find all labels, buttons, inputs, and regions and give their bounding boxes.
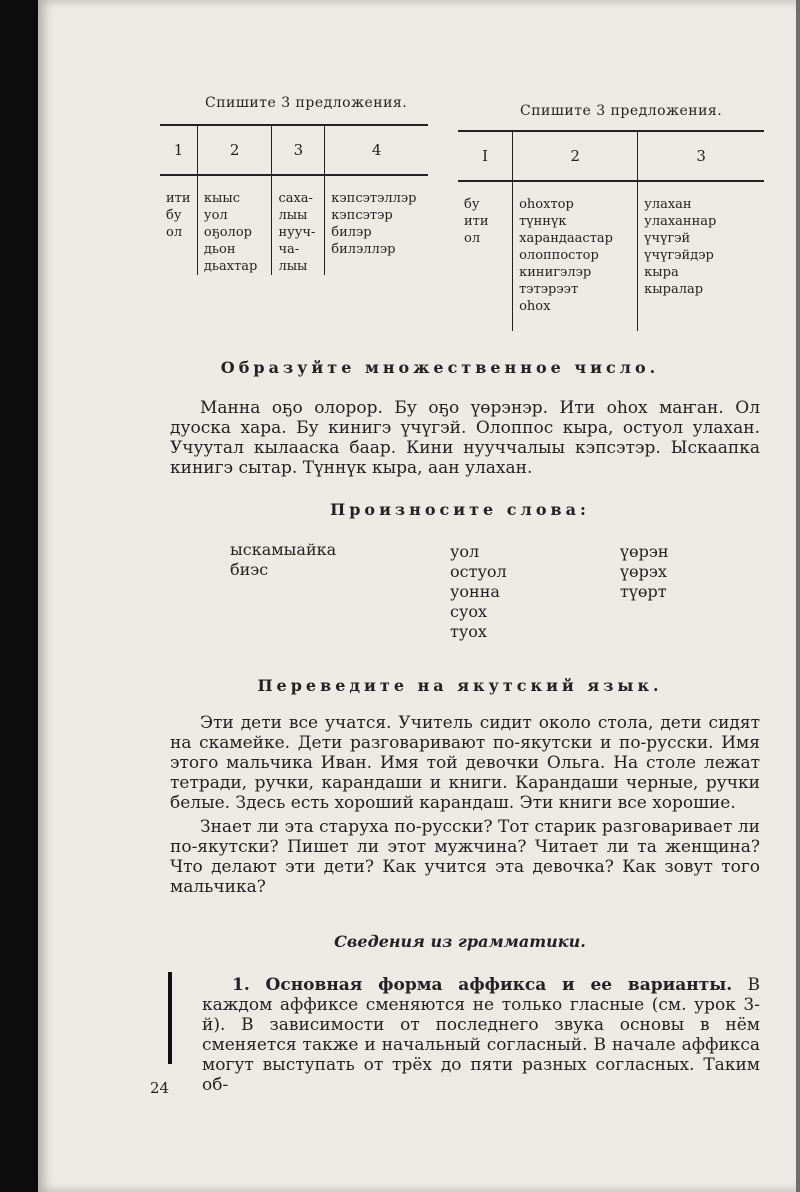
table-word: тэтэрээт bbox=[519, 282, 579, 297]
table-word: ол bbox=[166, 225, 183, 240]
table-word: лыы bbox=[278, 208, 308, 223]
section-title-plural: Образуйте множественное число. bbox=[220, 358, 660, 377]
table-word: билэллэр bbox=[331, 242, 396, 257]
table-word: оhох bbox=[519, 299, 551, 314]
table-word: кэпсэтэллэр bbox=[331, 191, 417, 206]
table-left-column-2 bbox=[197, 175, 272, 275]
table-word: оҕолор bbox=[203, 225, 252, 240]
plural-exercise-text: Манна оҕо олорор. Бу оҕо үөрэнэр. Ити оhох маҥан. Ол дуоска хара. Бу кинигэ үчүгэй. Олоппос кыра, остуол улахан. Учуутал кылааска баар. Кини нууччалыы кэпсэтэр. Ыскаапка кинигэ сытар. Түннүк кыра, аан улахан. bbox=[170, 398, 760, 478]
pronounce-word: үөрэх bbox=[620, 562, 667, 581]
table-word: нууч- bbox=[278, 225, 316, 240]
pronounce-word: биэс bbox=[230, 560, 269, 579]
table-left-header-4: 4 bbox=[325, 125, 428, 175]
table-word: ити bbox=[166, 191, 191, 206]
table-word: дьахтар bbox=[203, 259, 258, 274]
table-word: саха- bbox=[278, 191, 313, 206]
table-right-header-2: 2 bbox=[513, 131, 638, 181]
table-left-header-2: 2 bbox=[197, 125, 272, 175]
pronounce-column-3 bbox=[620, 542, 669, 602]
table-right-column-2 bbox=[513, 181, 638, 331]
table-right-column-1 bbox=[458, 181, 513, 331]
table-word: бу bbox=[166, 208, 182, 223]
table-right-header-1: I bbox=[458, 131, 513, 181]
table-left-header-3: 3 bbox=[272, 125, 325, 175]
table-word: олоппостор bbox=[519, 248, 599, 263]
grammar-paragraph bbox=[202, 975, 760, 1095]
pronounce-word: түөрт bbox=[620, 582, 667, 601]
book-spine bbox=[0, 0, 38, 1192]
table-word: үчүгэй bbox=[644, 231, 691, 246]
table-left-column-3 bbox=[272, 175, 325, 275]
table-word: билэр bbox=[331, 225, 372, 240]
section-title-translate: Переведите на якутский язык. bbox=[257, 676, 663, 695]
table-word: ол bbox=[464, 231, 481, 246]
table-word: ча- bbox=[278, 242, 300, 257]
table-word: харандаастар bbox=[519, 231, 613, 246]
table-word: оhохтор bbox=[519, 197, 574, 212]
table-right-header-3: 3 bbox=[638, 131, 764, 181]
table-word: кыыс bbox=[203, 191, 241, 206]
table-word: кыра bbox=[644, 265, 679, 280]
grammar-section-title: Сведения из грамматики. bbox=[334, 932, 586, 951]
translate-text bbox=[170, 713, 760, 897]
caption-right: Спишите 3 предложения. bbox=[520, 103, 723, 119]
table-right-column-3 bbox=[638, 181, 764, 331]
grammar-text: В каждом аффиксе сменяются не только гласные (см. урок 3-й). В зависимости от последнего звука основы в нём сменяется также и начальный согласный. В начале аффикса могут выступать от трёх до пяти разных согласных. Таким об- bbox=[202, 975, 760, 1095]
translate-paragraph-2: Знает ли эта старуха по-русски? Тот старик разговаривает ли по-якутски? Пишет ли этот мужчина? Читает ли та женщина? Что делают эти дети? Как учится эта девочка? Как зовут того мальчика? bbox=[170, 817, 760, 897]
caption-left: Спишите 3 предложения. bbox=[205, 95, 408, 111]
pronounce-word: туох bbox=[450, 622, 487, 641]
table-word: дьон bbox=[203, 242, 236, 257]
table-left-column-1 bbox=[160, 175, 197, 275]
table-word: улаханнар bbox=[644, 214, 717, 229]
table-word: кыралар bbox=[644, 282, 704, 297]
page-edge bbox=[796, 0, 800, 1192]
pronounce-word: остуол bbox=[450, 562, 507, 581]
table-right bbox=[458, 130, 764, 331]
table-word: уол bbox=[203, 208, 228, 223]
table-word: кинигэлэр bbox=[519, 265, 592, 280]
table-word: кэпсэтэр bbox=[331, 208, 393, 223]
pronounce-word: үөрэн bbox=[620, 542, 669, 561]
table-word: бу bbox=[464, 197, 480, 212]
pronounce-column-2 bbox=[450, 542, 507, 642]
pronounce-word: уол bbox=[450, 542, 480, 561]
table-word: үчүгэйдэр bbox=[644, 248, 714, 263]
table-left-header-1: 1 bbox=[160, 125, 197, 175]
page-number: 24 bbox=[150, 1079, 170, 1097]
table-word: түннүк bbox=[519, 214, 567, 229]
table-left bbox=[160, 124, 428, 275]
translate-paragraph-1: Эти дети все учатся. Учитель сидит около стола, дети сидят на скамейке. Дети разговаривают по-якутски и по-русски. Имя этого мальчика Иван. Имя той девочки Ольга. На столе лежат тетради, ручки, карандаши и книги. Карандаши черные, ручки белые. Здесь есть хороший карандаш. Эти книги все хорошие. bbox=[170, 713, 760, 813]
pronounce-word: уонна bbox=[450, 582, 500, 601]
pronounce-word: суох bbox=[450, 602, 488, 621]
section-title-pronounce: Произносите слова: bbox=[330, 500, 590, 519]
pronounce-column-1 bbox=[230, 540, 336, 580]
table-word: лыы bbox=[278, 259, 308, 274]
pronounce-word: ыскамыайка bbox=[230, 540, 337, 559]
table-word: ити bbox=[464, 214, 489, 229]
margin-bracket bbox=[168, 972, 182, 1064]
grammar-lead: 1. Основная форма аффикса и ее варианты. bbox=[232, 975, 733, 995]
table-left-column-4 bbox=[325, 175, 428, 275]
table-word: улахан bbox=[644, 197, 692, 212]
